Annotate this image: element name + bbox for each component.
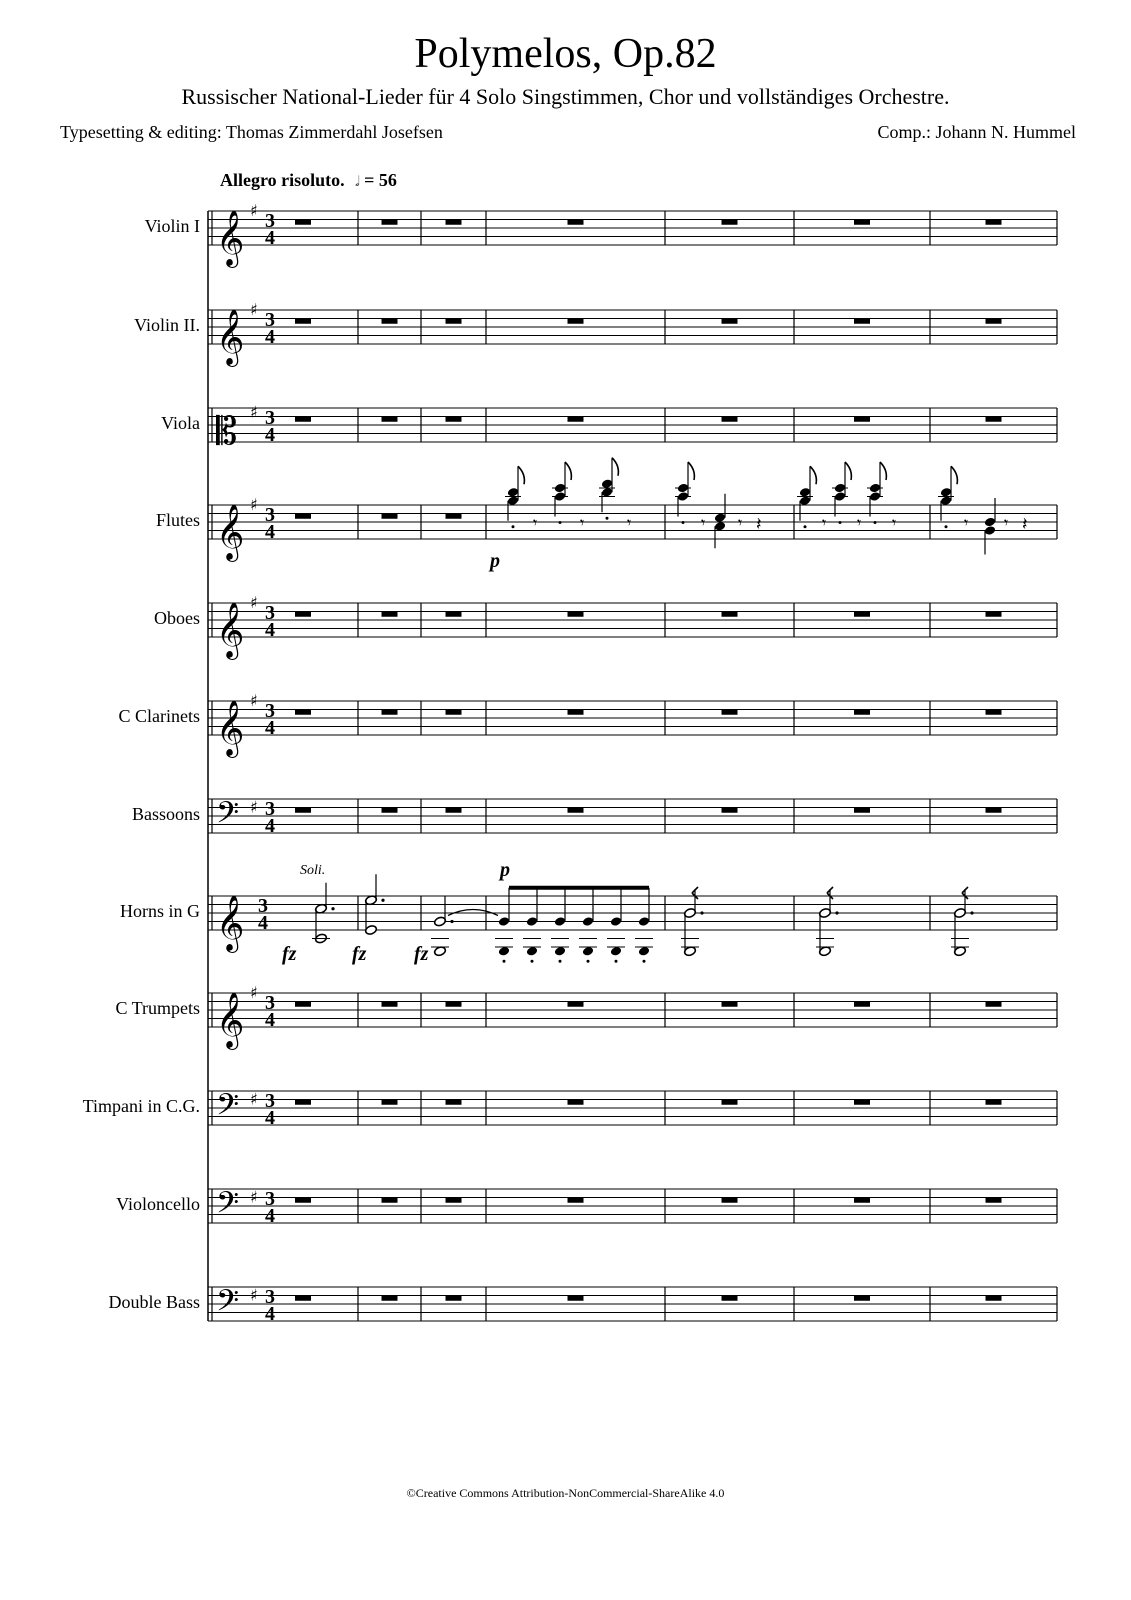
whole-rest <box>295 612 311 617</box>
time-signature-bottom: 4 <box>265 521 275 543</box>
bass-clef-icon: 𝄢 <box>216 796 240 838</box>
staccato-dot <box>945 525 948 528</box>
eighth-flag <box>880 462 886 480</box>
whole-rest <box>722 808 738 813</box>
sharp-icon: ♯ <box>250 1089 258 1109</box>
whole-rest <box>568 220 584 225</box>
whole-rest <box>446 1100 462 1105</box>
license-footer: ©Creative Commons Attribution-NonCommercial-ShareAlike 4.0 <box>406 1486 725 1500</box>
sharp-icon: ♯ <box>250 1285 258 1305</box>
whole-rest <box>295 1198 311 1203</box>
time-signature-top: 3 <box>265 504 275 526</box>
time-signature-bottom: 4 <box>265 619 275 641</box>
horn-dynamic: fz <box>352 943 367 965</box>
time-signature-top: 3 <box>265 1286 275 1308</box>
instrument-label: C Trumpets <box>115 998 200 1018</box>
whole-rest <box>446 710 462 715</box>
staff-bassoons <box>208 797 1057 838</box>
half-note-icon: 𝅗𝅥 <box>355 174 360 190</box>
time-signature-top: 3 <box>265 1188 275 1210</box>
augmentation-dot <box>381 899 384 902</box>
whole-rest <box>295 1296 311 1301</box>
instrument-label: Bassoons <box>131 804 200 824</box>
staff-violin-ii <box>208 300 1057 367</box>
time-signature-top: 3 <box>265 700 275 722</box>
whole-rest <box>986 1198 1002 1203</box>
whole-rest <box>854 1002 870 1007</box>
whole-rest <box>854 1198 870 1203</box>
staff-flutes <box>208 495 1057 562</box>
notehead <box>638 946 650 957</box>
whole-rest <box>986 319 1002 324</box>
notehead <box>610 916 622 927</box>
staccato-dot <box>615 960 618 963</box>
notehead <box>940 495 952 506</box>
eighth-flag <box>951 466 957 484</box>
whole-rest <box>295 514 311 519</box>
staccato-dot <box>804 525 807 528</box>
whole-rest <box>295 220 311 225</box>
solo-marking: Soli. <box>300 863 326 878</box>
whole-rest <box>854 808 870 813</box>
staccato-dot <box>587 960 590 963</box>
augmentation-dot <box>331 907 334 910</box>
eighth-rest-icon: 𝄾 <box>580 513 585 532</box>
notehead <box>677 483 689 494</box>
treble-clef-icon: 𝄞 <box>216 504 245 560</box>
whole-rest <box>722 1100 738 1105</box>
time-signature-top: 3 <box>265 407 275 429</box>
whole-rest <box>295 1002 311 1007</box>
whole-rest <box>568 710 584 715</box>
whole-rest <box>446 1002 462 1007</box>
notehead <box>869 491 881 502</box>
sharp-icon: ♯ <box>250 1187 258 1207</box>
whole-rest <box>568 1296 584 1301</box>
time-signature-bottom: 4 <box>265 326 275 348</box>
time-signature-top: 3 <box>265 602 275 624</box>
time-signature-bottom: 4 <box>265 227 275 249</box>
instrument-label: Viola <box>161 413 200 433</box>
treble-clef-icon: 𝄞 <box>216 210 245 266</box>
whole-rest <box>446 319 462 324</box>
whole-rest <box>986 1100 1002 1105</box>
staccato-dot <box>512 525 515 528</box>
treble-clef-icon: 𝄞 <box>216 992 245 1048</box>
whole-rest <box>854 417 870 422</box>
notehead <box>554 946 566 957</box>
score-subtitle: Russischer National-Lieder für 4 Solo Singstimmen, Chor und vollständiges Orchestre. <box>181 84 950 109</box>
staccato-dot <box>559 521 562 524</box>
whole-rest <box>986 612 1002 617</box>
quarter-rest-icon: 𝄽 <box>1022 514 1028 535</box>
staff-oboes <box>208 593 1057 660</box>
notehead <box>554 491 566 502</box>
horn-dynamic: fz <box>282 943 297 965</box>
sharp-icon: ♯ <box>250 593 258 612</box>
notehead <box>582 916 594 927</box>
notehead <box>526 946 538 957</box>
eighth-rest-icon: 𝄾 <box>822 513 827 532</box>
time-signature-top: 3 <box>258 895 268 917</box>
notehead <box>799 487 811 498</box>
notehead <box>799 495 811 506</box>
eighth-rest-icon: 𝄾 <box>701 513 706 532</box>
whole-rest <box>382 514 398 519</box>
notehead <box>714 512 726 523</box>
notehead <box>582 946 594 957</box>
whole-rest <box>722 1002 738 1007</box>
horn-dynamic: fz <box>414 943 429 965</box>
instrument-label: Timpani in C.G. <box>82 1096 200 1116</box>
notehead <box>714 521 726 532</box>
sharp-icon: ♯ <box>250 300 258 319</box>
whole-rest <box>986 1002 1002 1007</box>
whole-rest <box>446 417 462 422</box>
augmentation-dot <box>970 911 973 914</box>
whole-rest <box>722 612 738 617</box>
sharp-icon: ♯ <box>250 402 258 422</box>
alto-clef-icon: 𝄡 <box>216 409 238 453</box>
staccato-dot <box>559 960 562 963</box>
staff-c-trumpets <box>208 983 1057 1050</box>
whole-rest <box>295 319 311 324</box>
whole-rest <box>722 1296 738 1301</box>
eighth-flag <box>810 466 816 484</box>
whole-rest <box>295 808 311 813</box>
time-signature-top: 3 <box>265 309 275 331</box>
notehead <box>498 946 510 957</box>
time-signature-top: 3 <box>265 1090 275 1112</box>
notehead <box>554 483 566 494</box>
instrument-label: Oboes <box>154 608 200 628</box>
staccato-dot <box>682 521 685 524</box>
notehead <box>601 487 613 498</box>
time-signature-bottom: 4 <box>258 912 268 934</box>
time-signature-bottom: 4 <box>265 1303 275 1325</box>
notehead <box>638 916 650 927</box>
whole-rest <box>722 220 738 225</box>
whole-rest <box>568 1002 584 1007</box>
whole-rest <box>568 808 584 813</box>
whole-rest <box>382 1296 398 1301</box>
eighth-flag <box>688 462 694 480</box>
whole-rest <box>295 1100 311 1105</box>
sharp-icon: ♯ <box>250 201 258 220</box>
whole-rest <box>382 417 398 422</box>
notehead <box>601 478 613 489</box>
time-signature-bottom: 4 <box>265 815 275 837</box>
eighth-flag <box>612 458 618 476</box>
staff-violin-i <box>208 201 1057 268</box>
instrument-label: C Clarinets <box>118 706 200 726</box>
whole-rest <box>446 514 462 519</box>
notehead <box>507 487 519 498</box>
treble-clef-icon: 𝄞 <box>216 309 245 365</box>
whole-rest <box>568 1198 584 1203</box>
whole-rest <box>382 808 398 813</box>
whole-rest <box>295 710 311 715</box>
whole-rest <box>382 710 398 715</box>
flutes-dynamic: p <box>490 550 500 572</box>
notehead <box>526 916 538 927</box>
eighth-rest-icon: 𝄾 <box>892 513 897 532</box>
whole-rest <box>722 710 738 715</box>
staff-violoncello <box>208 1187 1057 1228</box>
typesetter-credit: Typesetting & editing: Thomas Zimmerdahl Josefsen <box>60 122 443 142</box>
whole-rest <box>854 220 870 225</box>
horns-notes <box>282 859 974 965</box>
eighth-flag <box>845 462 851 480</box>
whole-rest <box>446 1296 462 1301</box>
time-signature-bottom: 4 <box>265 1107 275 1129</box>
staccato-dot <box>643 960 646 963</box>
flutes-notes <box>488 458 1028 572</box>
eighth-rest-icon: 𝄾 <box>627 513 632 532</box>
whole-rest <box>446 220 462 225</box>
whole-rest <box>722 417 738 422</box>
treble-clef-icon: 𝄞 <box>216 895 245 951</box>
whole-rest <box>446 808 462 813</box>
eighth-rest-icon: 𝄾 <box>533 513 538 532</box>
whole-rest <box>568 1100 584 1105</box>
whole-rest <box>568 612 584 617</box>
eighth-rest-icon: 𝄾 <box>1004 513 1009 532</box>
whole-rest <box>382 612 398 617</box>
augmentation-dot <box>700 911 703 914</box>
notehead <box>498 916 510 927</box>
notehead <box>834 491 846 502</box>
staff-double-bass <box>208 1285 1057 1326</box>
instrument-label: Violin I <box>144 216 200 236</box>
time-signature-top: 3 <box>265 992 275 1014</box>
augmentation-dot <box>835 911 838 914</box>
whole-rest <box>568 319 584 324</box>
whole-rest <box>446 612 462 617</box>
notehead <box>554 916 566 927</box>
time-signature-bottom: 4 <box>265 1009 275 1031</box>
instrument-label: Violoncello <box>116 1194 200 1214</box>
notehead <box>940 487 952 498</box>
whole-rest <box>854 612 870 617</box>
whole-rest <box>854 319 870 324</box>
horn-dynamic: p <box>500 859 510 881</box>
notehead <box>677 491 689 502</box>
whole-rest <box>986 1296 1002 1301</box>
staff-viola <box>208 402 1057 453</box>
whole-rest <box>986 220 1002 225</box>
whole-rest <box>986 417 1002 422</box>
staff-horns-in-g <box>208 895 1057 953</box>
whole-rest <box>568 417 584 422</box>
staccato-dot <box>531 960 534 963</box>
whole-rest <box>382 1002 398 1007</box>
bass-clef-icon: 𝄢 <box>216 1284 240 1326</box>
staff-timpani-in-c-g <box>208 1089 1057 1130</box>
whole-rest <box>382 1198 398 1203</box>
time-signature-bottom: 4 <box>265 717 275 739</box>
instrument-label: Horns in G <box>120 901 200 921</box>
sharp-icon: ♯ <box>250 983 258 1002</box>
instrument-label: Violin II. <box>134 315 200 335</box>
whole-rest <box>854 1296 870 1301</box>
eighth-flag <box>565 462 571 480</box>
whole-rest <box>446 1198 462 1203</box>
notehead <box>507 495 519 506</box>
whole-rest <box>854 1100 870 1105</box>
treble-clef-icon: 𝄞 <box>216 700 245 756</box>
time-signature-bottom: 4 <box>265 1205 275 1227</box>
whole-rest <box>382 1100 398 1105</box>
instrument-label: Flutes <box>155 510 200 530</box>
beam <box>509 886 649 890</box>
staccato-dot <box>874 521 877 524</box>
staff-c-clarinets <box>208 691 1057 758</box>
eighth-flag <box>518 466 524 484</box>
time-signature-top: 3 <box>265 798 275 820</box>
time-signature-top: 3 <box>265 210 275 232</box>
whole-rest <box>986 808 1002 813</box>
score-title: Polymelos, Op.82 <box>414 31 717 77</box>
eighth-rest-icon: 𝄾 <box>857 513 862 532</box>
treble-clef-icon: 𝄞 <box>216 602 245 658</box>
whole-rest <box>854 710 870 715</box>
notehead <box>984 525 996 536</box>
whole-rest <box>382 319 398 324</box>
sharp-icon: ♯ <box>250 797 258 817</box>
whole-rest <box>722 319 738 324</box>
notehead <box>610 946 622 957</box>
eighth-rest-icon: 𝄾 <box>738 513 743 532</box>
staccato-dot <box>503 960 506 963</box>
whole-rest <box>382 220 398 225</box>
staccato-dot <box>839 521 842 524</box>
tempo-value: = 56 <box>364 170 397 190</box>
whole-rest <box>722 1198 738 1203</box>
notehead <box>869 483 881 494</box>
bass-clef-icon: 𝄢 <box>216 1088 240 1130</box>
eighth-rest-icon: 𝄾 <box>964 513 969 532</box>
time-signature-bottom: 4 <box>265 424 275 446</box>
tempo-text: Allegro risoluto. <box>220 170 345 190</box>
bass-clef-icon: 𝄢 <box>216 1186 240 1228</box>
quarter-rest-icon: 𝄽 <box>756 514 762 535</box>
notehead <box>834 483 846 494</box>
augmentation-dot <box>450 920 453 923</box>
whole-rest <box>986 710 1002 715</box>
sharp-icon: ♯ <box>250 495 258 514</box>
whole-rest <box>295 417 311 422</box>
instrument-label: Double Bass <box>108 1292 200 1312</box>
staccato-dot <box>606 517 609 520</box>
sharp-icon: ♯ <box>250 691 258 710</box>
composer-credit: Comp.: Johann N. Hummel <box>877 122 1076 142</box>
notehead <box>984 517 996 528</box>
